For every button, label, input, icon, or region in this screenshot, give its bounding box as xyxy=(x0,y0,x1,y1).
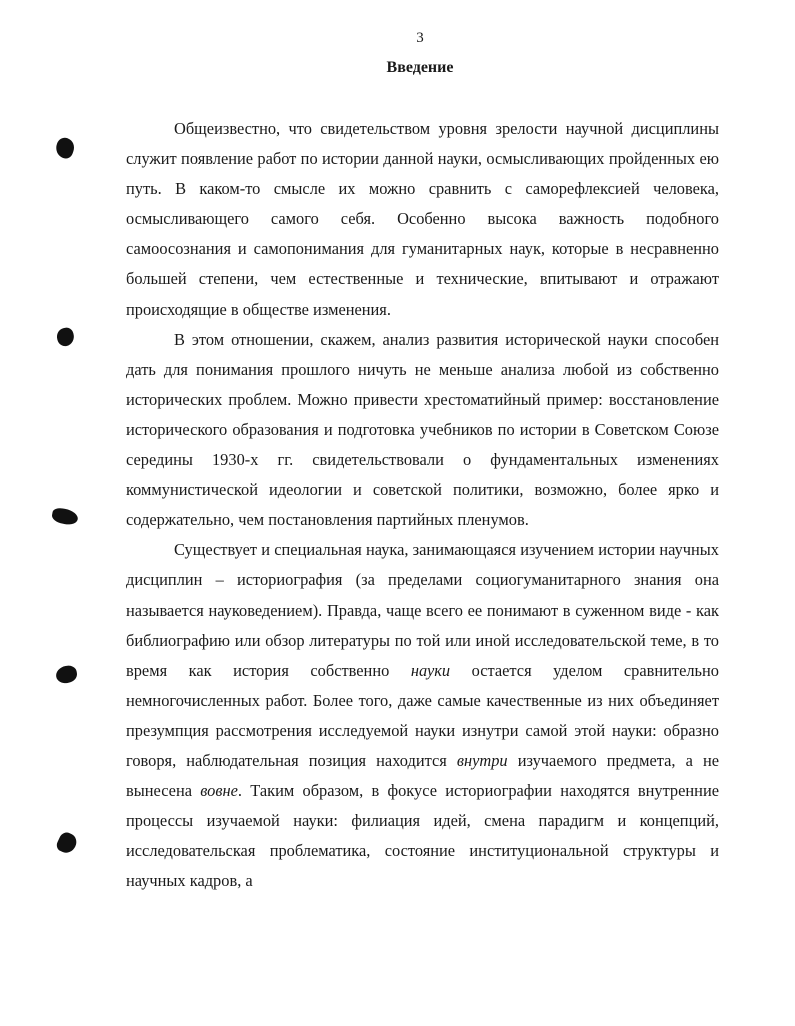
paragraph-3-italic-2: внутри xyxy=(456,750,508,770)
paragraph-1: Общеизвестно, что свидетельством уровня зрелости научной дисциплины служит появление работ по истории данной науки, осмысливающих пройденных ею путь. В каком-то смысле их можно сравнить с саморефлексией человека, осмысливающего самого себя. Особенно высока важность подобного самоосознания и самопонимания для гуманитарных наук, которые в несравненно большей степени, чем естественные и технические, впитывают и отражают происходящие в обществе изменения. xyxy=(126,119,719,319)
paragraph-3-italic-3: вовне xyxy=(200,781,238,801)
paragraph-3-italic-1: науки xyxy=(410,660,451,680)
hole-punch-mark-1 xyxy=(53,136,77,161)
paragraph-3-text-2: остается уделом сравнительно немногочисленных работ. Более того, даже самые качественные из них объединяет презумпция рассмотрения исследуемой науки изнутри самой этой науки: образно говоря, наблюдательная позиция находится xyxy=(126,660,719,770)
page-number: 3 xyxy=(416,30,424,46)
paragraph-3 xyxy=(126,535,719,896)
hole-punch-mark-5 xyxy=(55,830,80,856)
paragraph-2: В этом отношении, скажем, анализ развития исторической науки способен дать для понимания прошлого ничуть не меньше анализа любой из собственно исторических проблем. Можно привести хрестоматийный пример: восстановление исторического образования и подготовка учебников по истории в Советском Союзе середины 1930-х гг. свидетельствовали о фундаментальных изменениях коммунистической идеологии и советской политики, возможно, более ярко и содержательно, чем постановления партийных пленумов. xyxy=(126,329,719,530)
paragraph-3-text-4: . Таким образом, в фокусе историографии находятся внутренние процессы изучаемой науки: филиация идей, смена парадигм и концепций, исследовательская проблематика, состояние институциональной структуры и научных кадров, а xyxy=(126,781,719,891)
page-title: Введение xyxy=(386,59,454,76)
document-body xyxy=(126,114,719,896)
paragraph-3-text-1: Существует и специальная наука, занимающаяся изучением истории научных дисциплин – историография (за пределами социогуманитарного знания она называется науковедением). Правда, чаще всего ее понимают в суженном виде - как библиографию или обзор литературы по той или иной исследовательской теме, в то время как история собственно xyxy=(126,540,719,680)
hole-punch-mark-3 xyxy=(51,507,79,526)
paragraph-3-text-3: изучаемого предмета, а не вынесена xyxy=(126,750,719,801)
hole-punch-mark-4 xyxy=(55,664,79,684)
hole-punch-mark-2 xyxy=(55,326,76,348)
